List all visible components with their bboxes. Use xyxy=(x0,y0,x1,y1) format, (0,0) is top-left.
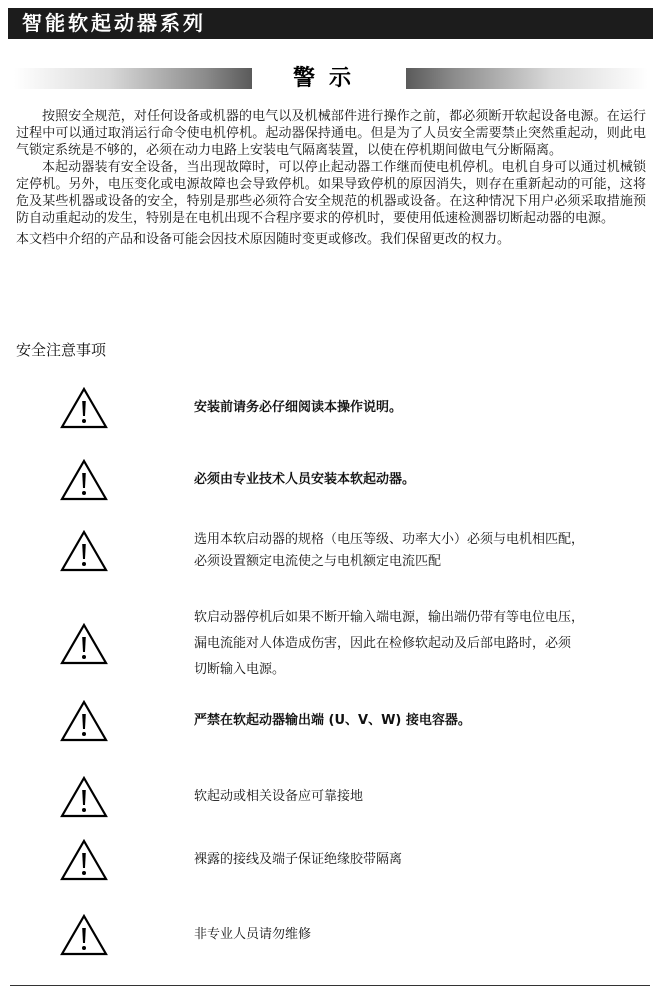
warning-triangle-icon xyxy=(60,387,108,429)
safety-notice xyxy=(60,839,620,881)
notice-text xyxy=(194,397,402,419)
notice-line: 软启动器停机后如果不断开输入端电源，输出端仍带有等电位电压， xyxy=(194,610,585,625)
intro-paragraph-2: 本起动器装有安全设备，当出现故障时，可以停止起动器工作继而使电机停机。电机自身可以通过机械锁定停机。另外，电压变化或电源故障也会导致停机。如果导致停机的原因消失，则存在重新起动的可能，这将危及某些机器或设备的安全，特别是那些必须符合安全规范的机器或设备。在这种情况下用户必须采取措施预防自动重起动的发生，特别是在电机出现不合程序要求的停机时，要使用低速检测器切断起动器的电源。 xyxy=(16,160,646,226)
safety-notice xyxy=(60,605,620,683)
notice-text xyxy=(194,786,363,808)
notice-line: 漏电流能对人体造成伤害，因此在检修软起动及后部电路时，必须 xyxy=(194,636,572,651)
safety-section-heading: 安全注意事项 xyxy=(16,341,107,359)
safety-notice xyxy=(60,914,620,956)
banner-gradient-left xyxy=(14,68,252,89)
intro-text xyxy=(16,108,646,248)
warning-triangle-icon xyxy=(60,776,108,818)
warning-triangle-icon xyxy=(60,623,108,665)
warning-triangle-icon xyxy=(60,530,108,572)
warning-banner-label: 警示 xyxy=(292,66,365,91)
safety-notice xyxy=(60,387,620,429)
warning-triangle-icon xyxy=(60,459,108,501)
safety-notice xyxy=(60,529,620,573)
notice-line: 切断输入电源。 xyxy=(194,662,286,677)
warning-triangle-icon xyxy=(60,700,108,742)
footer-divider xyxy=(10,985,650,986)
notice-line: 选用本软启动器的规格（电压等级、功率大小）必须与电机相匹配， xyxy=(194,532,585,547)
safety-notice xyxy=(60,776,620,818)
safety-notice xyxy=(60,459,620,501)
intro-paragraph-1: 按照安全规范，对任何设备或机器的电气以及机械部件进行操作之前，都必须断开软起设备电源。在运行过程中可以通过取消运行命令使电机停机。起动器保持通电。但是为了人员安全需要禁止突然重起动，则此电气锁定系统是不够的，必须在动力电路上安装电气隔离装置，以使在停机期间做电气分断隔离。 xyxy=(16,109,646,158)
page-header-title: 智能软起动器系列 xyxy=(8,8,653,39)
intro-paragraph-3: 本文档中介绍的产品和设备可能会因技术原因随时变更或修改。我们保留更改的权力。 xyxy=(16,232,511,247)
notice-line: 安装前请务必仔细阅读本操作说明。 xyxy=(194,400,403,415)
notice-line: 裸露的接线及端子保证绝缘胶带隔离 xyxy=(194,852,403,867)
warning-triangle-icon xyxy=(60,839,108,881)
notice-text xyxy=(194,710,471,732)
notice-line: 严禁在软起动器输出端 (U、V、W) 接电容器。 xyxy=(194,713,471,728)
notice-text xyxy=(194,924,311,946)
notice-line: 软起动或相关设备应可靠接地 xyxy=(194,789,364,804)
notice-text xyxy=(194,605,584,683)
notice-line: 非专业人员请勿维修 xyxy=(194,927,312,942)
notice-text xyxy=(194,849,402,871)
safety-notice xyxy=(60,700,620,742)
notice-line: 必须设置额定电流使之与电机额定电流匹配 xyxy=(194,554,442,569)
notice-text xyxy=(194,529,584,573)
warning-banner xyxy=(14,66,648,91)
notice-text xyxy=(194,469,415,491)
banner-gradient-right xyxy=(406,68,648,89)
notice-line: 必须由专业技术人员安装本软起动器。 xyxy=(194,472,416,487)
warning-triangle-icon xyxy=(60,914,108,956)
